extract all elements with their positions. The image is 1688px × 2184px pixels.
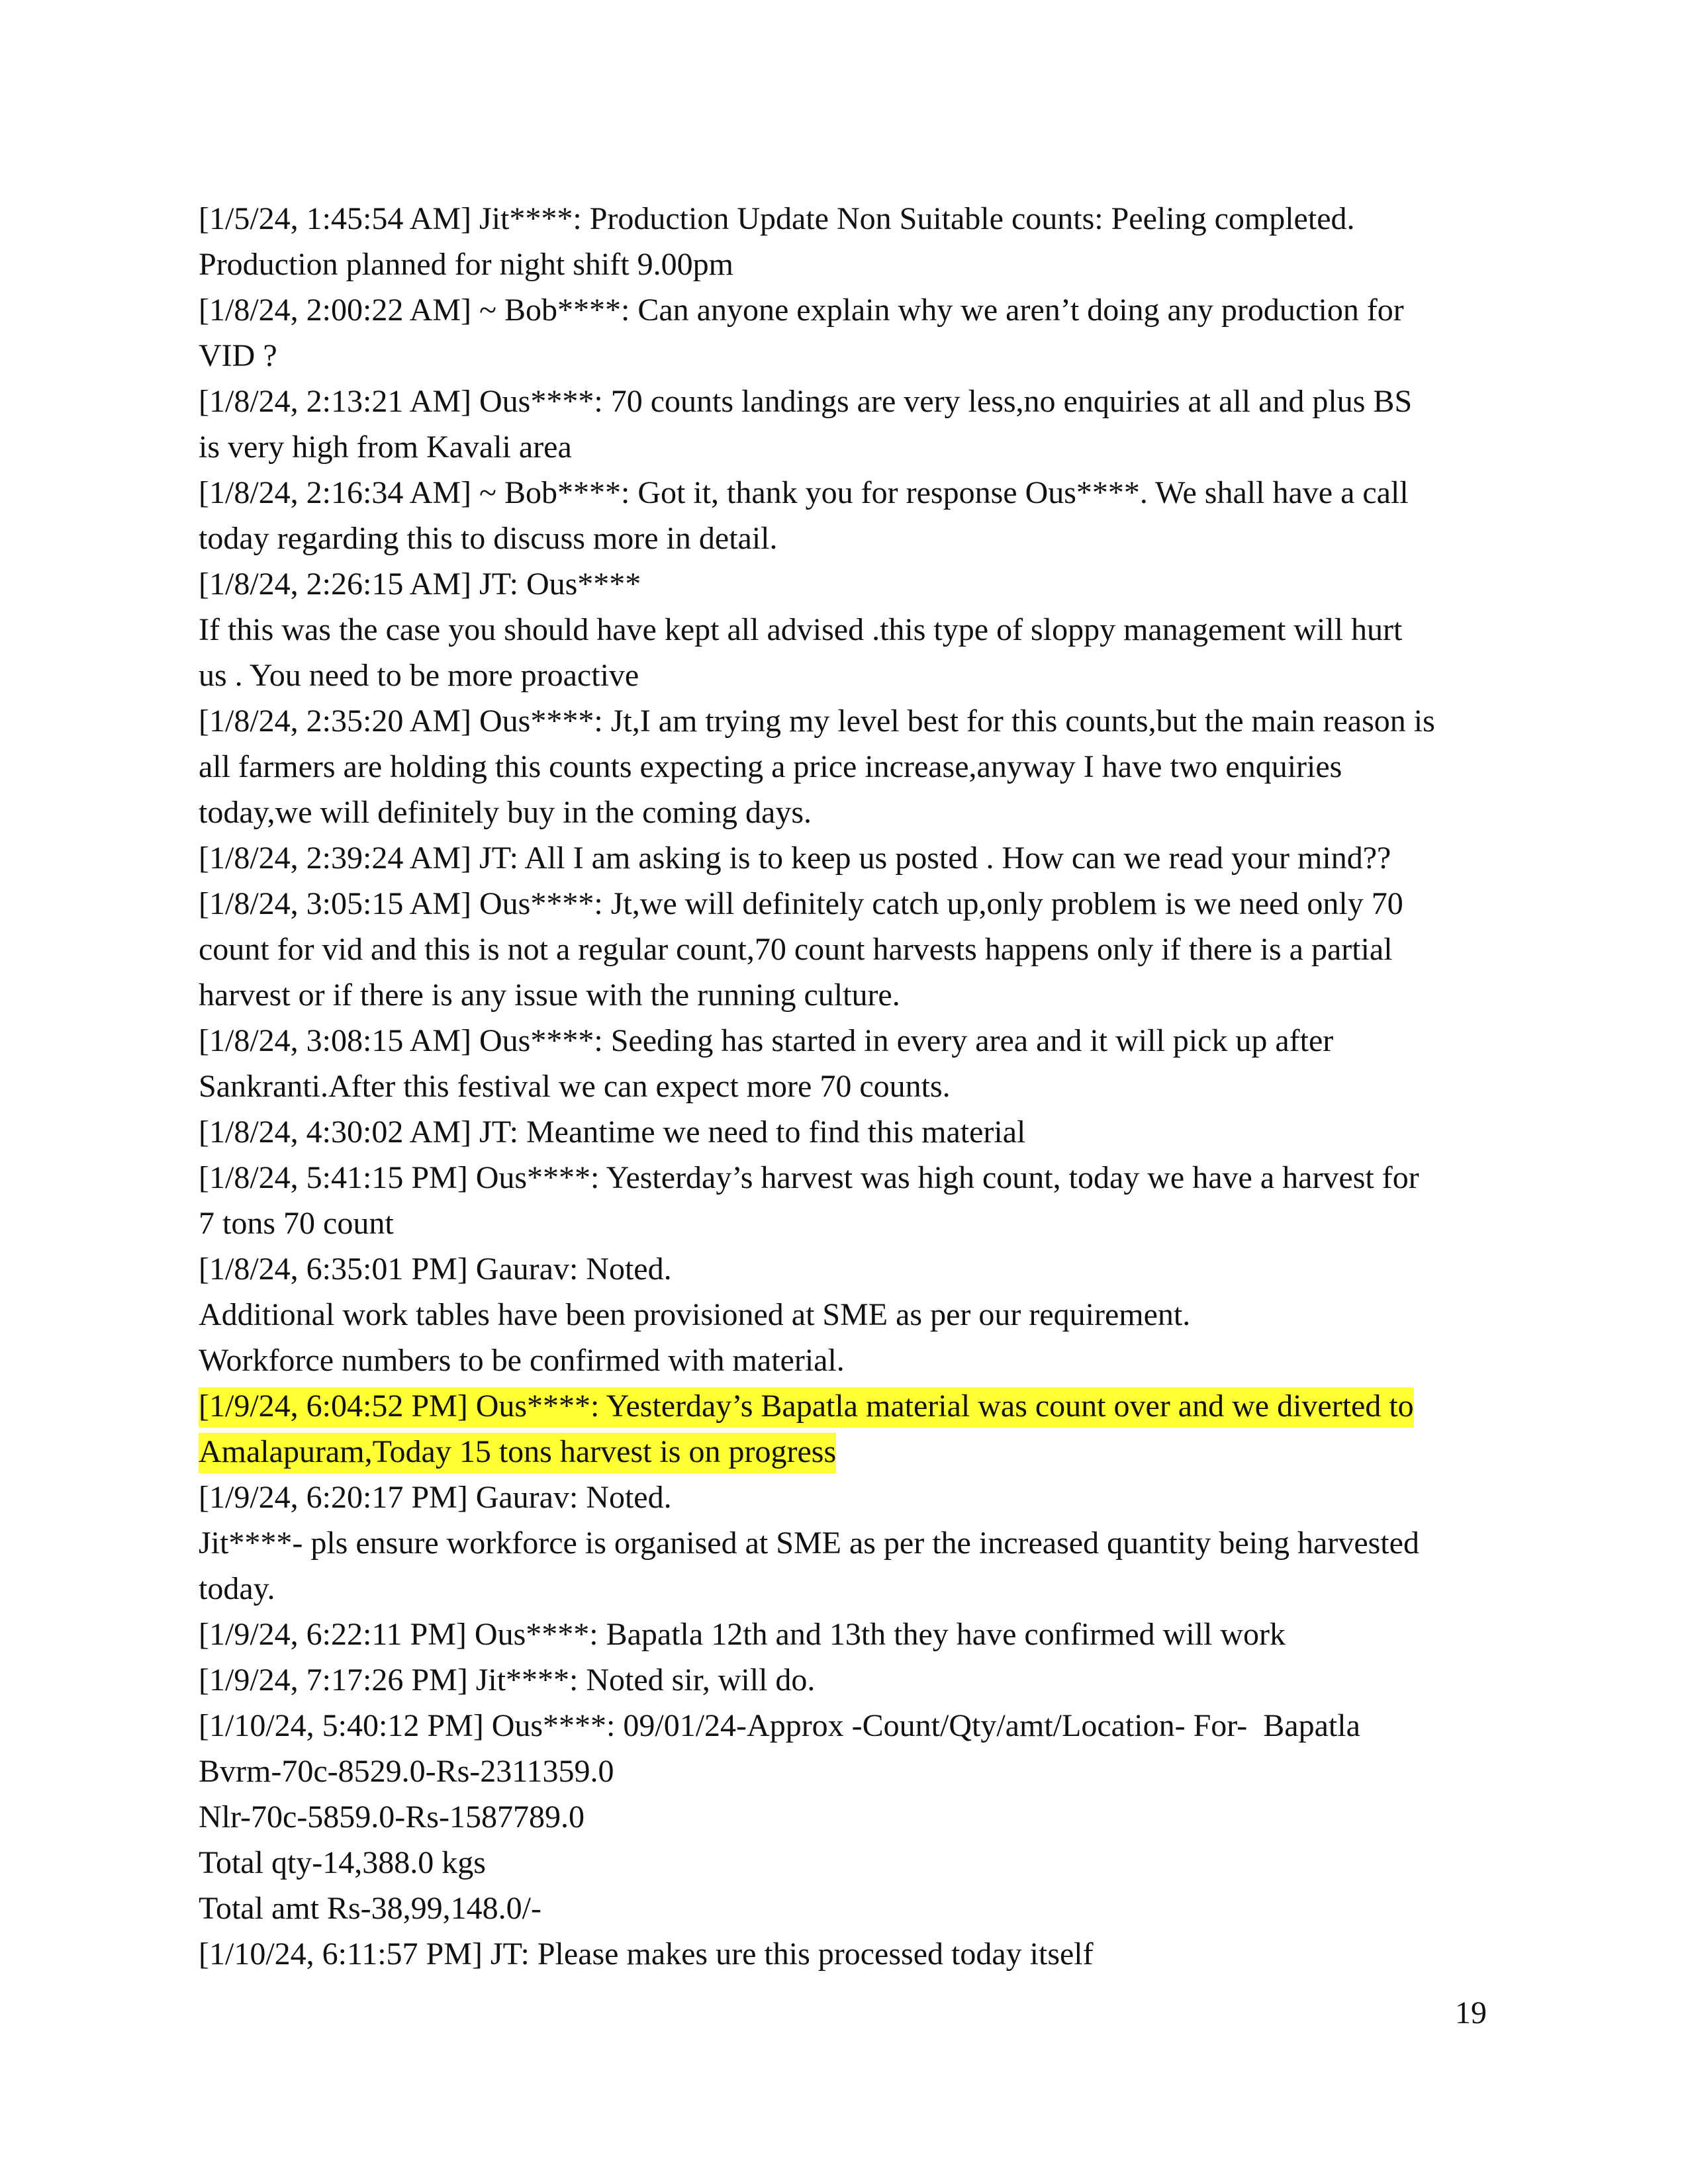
message-line <box>199 1931 1496 1977</box>
message-line <box>199 790 1496 835</box>
message-line-text: Nlr-70c-5859.0-Rs-1587789.0 <box>199 1799 585 1835</box>
message-line-text: [1/8/24, 2:00:22 AM] ~ Bob****: Can anyone explain why we aren’t doing any production for <box>199 293 1404 328</box>
message-line-text: today regarding this to discuss more in detail. <box>199 521 778 556</box>
message-line <box>199 835 1496 881</box>
message-line <box>199 287 1496 333</box>
message-line-text: [1/8/24, 5:41:15 PM] Ous****: Yesterday’s harvest was high count, today we have a harvest for <box>199 1160 1419 1195</box>
message-line-text: us . You need to be more proactive <box>199 658 639 693</box>
message-line-text: Additional work tables have been provisioned at SME as per our requirement. <box>199 1297 1191 1332</box>
message-line <box>199 1064 1496 1109</box>
message-line <box>199 1612 1496 1657</box>
message-line <box>199 972 1496 1018</box>
message-line-text: Jit****- pls ensure workforce is organised at SME as per the increased quantity being harvested <box>199 1525 1419 1561</box>
message-line-text: Total amt Rs-38,99,148.0/- <box>199 1891 541 1926</box>
message-line-text: [1/9/24, 6:04:52 PM] Ous****: Yesterday’s Bapatla material was count over and we diverted to <box>199 1387 1414 1428</box>
message-line-text: [1/8/24, 2:26:15 AM] JT: Ous**** <box>199 567 641 602</box>
message-line <box>199 516 1496 561</box>
message-line-text: VID ? <box>199 338 277 373</box>
highlighted-message-line <box>199 1429 1496 1475</box>
message-line-text: Amalapuram,Today 15 tons harvest is on progress <box>199 1433 836 1473</box>
message-line <box>199 1246 1496 1292</box>
message-line <box>199 1109 1496 1155</box>
message-line-text: harvest or if there is any issue with the running culture. <box>199 978 900 1013</box>
message-line <box>199 333 1496 379</box>
message-line-text: [1/9/24, 6:22:11 PM] Ous****: Bapatla 12th and 13th they have confirmed will work <box>199 1617 1286 1652</box>
message-line <box>199 1703 1496 1749</box>
message-line <box>199 1657 1496 1703</box>
message-line <box>199 927 1496 972</box>
message-line-text: [1/8/24, 6:35:01 PM] Gaurav: Noted. <box>199 1251 672 1287</box>
message-line <box>199 1840 1496 1886</box>
message-line-text: [1/5/24, 1:45:54 AM] Jit****: Production Update Non Suitable counts: Peeling completed. <box>199 201 1355 236</box>
message-line-text: count for vid and this is not a regular count,70 count harvests happens only if there is a partial <box>199 932 1393 967</box>
message-line-text: [1/10/24, 6:11:57 PM] JT: Please makes ure this processed today itself <box>199 1936 1094 1972</box>
message-line <box>199 424 1496 470</box>
message-line <box>199 1566 1496 1612</box>
message-line-text: [1/9/24, 7:17:26 PM] Jit****: Noted sir, will do. <box>199 1662 816 1698</box>
message-line-text: Workforce numbers to be confirmed with material. <box>199 1343 845 1378</box>
message-line <box>199 1475 1496 1520</box>
page-number: 19 <box>1455 1995 1487 2030</box>
message-line-text: Sankranti.After this festival we can expect more 70 counts. <box>199 1069 951 1104</box>
message-line-text: today. <box>199 1571 275 1606</box>
message-line <box>199 1749 1496 1794</box>
message-line-text: 7 tons 70 count <box>199 1206 394 1241</box>
message-line <box>199 1794 1496 1840</box>
message-line <box>199 881 1496 927</box>
message-line <box>199 653 1496 698</box>
message-line-text: Total qty-14,388.0 kgs <box>199 1845 486 1880</box>
message-line-text: today,we will definitely buy in the coming days. <box>199 795 812 830</box>
chat-transcript <box>199 196 1496 1977</box>
message-line <box>199 698 1496 744</box>
message-line-text: [1/8/24, 2:16:34 AM] ~ Bob****: Got it, thank you for response Ous****. We shall have a call <box>199 475 1409 510</box>
message-line-text: [1/8/24, 2:35:20 AM] Ous****: Jt,I am trying my level best for this counts,but the main reason is <box>199 704 1435 739</box>
message-line <box>199 1338 1496 1383</box>
message-line <box>199 196 1496 242</box>
message-line-text: [1/10/24, 5:40:12 PM] Ous****: 09/01/24-Approx -Count/Qty/amt/Location- For- Bapatla <box>199 1708 1360 1743</box>
message-line <box>199 1520 1496 1566</box>
message-line-text: [1/8/24, 4:30:02 AM] JT: Meantime we need to find this material <box>199 1115 1026 1150</box>
message-line-text: [1/8/24, 2:39:24 AM] JT: All I am asking is to keep us posted . How can we read your mind?? <box>199 841 1391 876</box>
message-line <box>199 242 1496 287</box>
message-line <box>199 1292 1496 1338</box>
message-line <box>199 1886 1496 1931</box>
message-line-text: Production planned for night shift 9.00pm <box>199 247 733 282</box>
message-line <box>199 744 1496 790</box>
message-line <box>199 561 1496 607</box>
message-line <box>199 1018 1496 1064</box>
message-line-text: If this was the case you should have kept all advised .this type of sloppy management will hurt <box>199 612 1403 647</box>
message-line <box>199 607 1496 653</box>
message-line-text: is very high from Kavali area <box>199 430 572 465</box>
message-line-text: [1/9/24, 6:20:17 PM] Gaurav: Noted. <box>199 1480 672 1515</box>
message-line-text: [1/8/24, 3:08:15 AM] Ous****: Seeding has started in every area and it will pick up after <box>199 1023 1334 1058</box>
highlighted-message-line <box>199 1383 1496 1429</box>
message-line-text: Bvrm-70c-8529.0-Rs-2311359.0 <box>199 1754 614 1789</box>
message-line-text: all farmers are holding this counts expecting a price increase,anyway I have two enquiries <box>199 749 1342 784</box>
message-line <box>199 379 1496 424</box>
message-line-text: [1/8/24, 3:05:15 AM] Ous****: Jt,we will definitely catch up,only problem is we need only 70 <box>199 886 1403 921</box>
message-line <box>199 1201 1496 1246</box>
message-line <box>199 1155 1496 1201</box>
message-line-text: [1/8/24, 2:13:21 AM] Ous****: 70 counts landings are very less,no enquiries at all and plus BS <box>199 384 1413 419</box>
message-line <box>199 470 1496 516</box>
